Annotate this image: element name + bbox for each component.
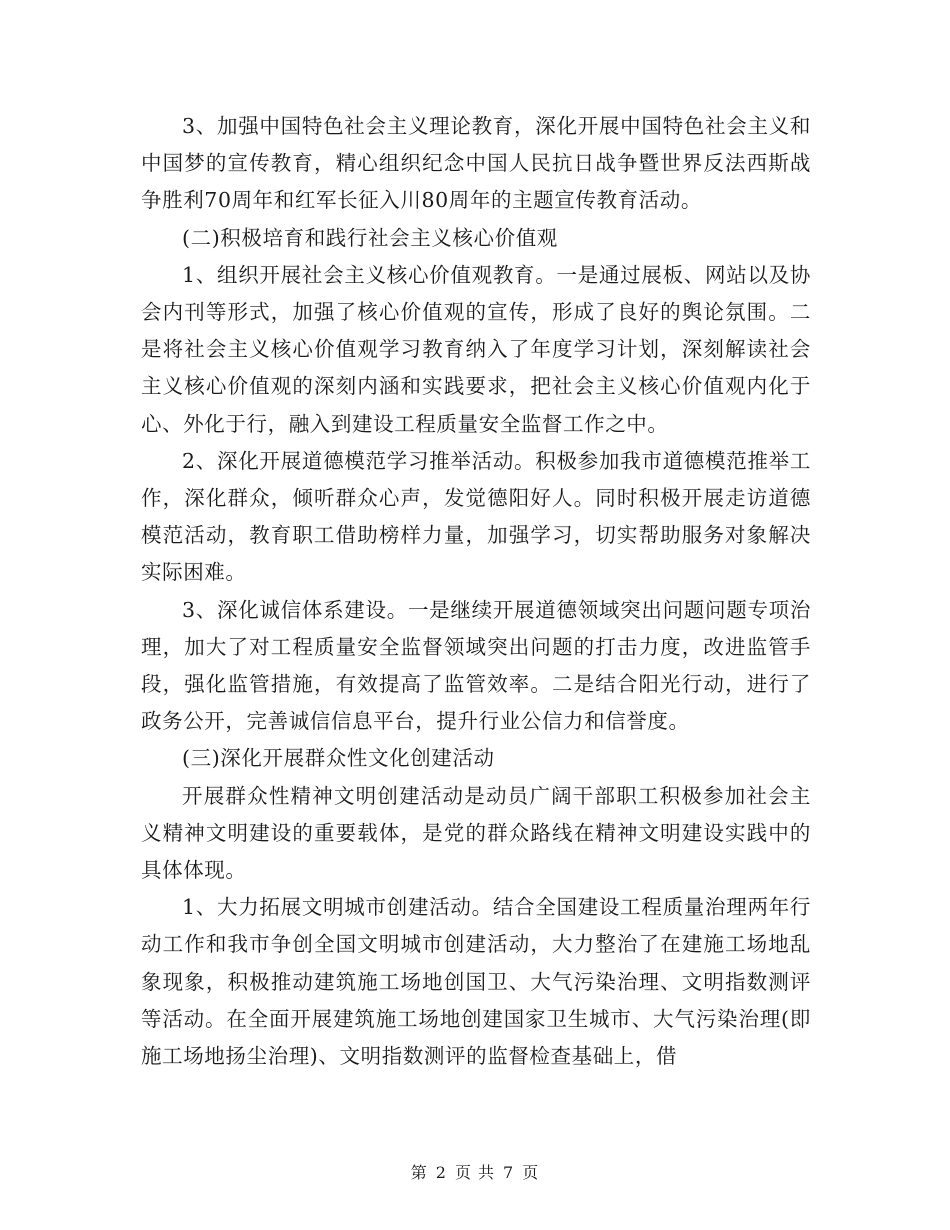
paragraph-1: 3、加强中国特色社会主义理论教育，深化开展中国特色社会主义和中国梦的宣传教育，精心组织纪念中国人民抗日战争暨世界反法西斯战争胜利70周年和红军长征入川80周年的主题宣传教育活动。: [141, 114, 811, 213]
section-heading-2: (二)积极培育和践行社会主义核心价值观: [182, 225, 558, 250]
paragraph-2: 1、组织开展社会主义核心价值观教育。一是通过展板、网站以及协会内刊等形式，加强了核心价值观的宣传，形成了良好的舆论氛围。二是将社会主义核心价值观学习教育纳入了年度学习计划，深刻解读社会主义核心价值观的深刻内涵和实践要求，把社会主义核心价值观内化于心、外化于行，融入到建设工程质量安全监督工作之中。: [141, 262, 811, 436]
paragraph-4: 3、深化诚信体系建设。一是继续开展道德领域突出问题问题专项治理，加大了对工程质量安全监督领域突出问题的打击力度，改进监管手段，强化监管措施，有效提高了监管效率。二是结合阳光行动，进行了政务公开，完善诚信信息平台，提升行业公信力和信誉度。: [141, 597, 811, 734]
section-heading-3: (三)深化开展群众性文化创建活动: [182, 746, 495, 771]
paragraph-3: 2、深化开展道德模范学习推举活动。积极参加我市道德模范推举工作，深化群众，倾听群众心声，发觉德阳好人。同时积极开展走访道德模范活动，教育职工借助榜样力量，加强学习，切实帮助服务对象解决实际困难。: [141, 448, 811, 585]
page-footer: [0, 1160, 950, 1183]
total-pages-number: 7: [503, 1163, 515, 1182]
footer-prefix: 第: [410, 1163, 428, 1182]
footer-suffix: 页: [522, 1163, 540, 1182]
footer-middle: 页 共: [454, 1163, 496, 1182]
current-page-number: 2: [435, 1163, 447, 1182]
paragraph-5: 开展群众性精神文明创建活动是动员广阔干部职工积极参加社会主义精神文明建设的重要载体，是党的群众路线在精神文明建设实践中的具体体现。: [141, 783, 811, 883]
paragraph-6: 1、大力拓展文明城市创建活动。结合全国建设工程质量治理两年行动工作和我市争创全国文明城市创建活动，大力整治了在建施工场地乱象现象，积极推动建筑施工场地创国卫、大气污染治理、文明指数测评等活动。在全面开展建筑施工场地创建国家卫生城市、大气污染治理(即施工场地扬尘治理)、文明指数测评的监督检查基础上，借: [141, 895, 811, 1069]
document-body: [141, 108, 811, 1075]
